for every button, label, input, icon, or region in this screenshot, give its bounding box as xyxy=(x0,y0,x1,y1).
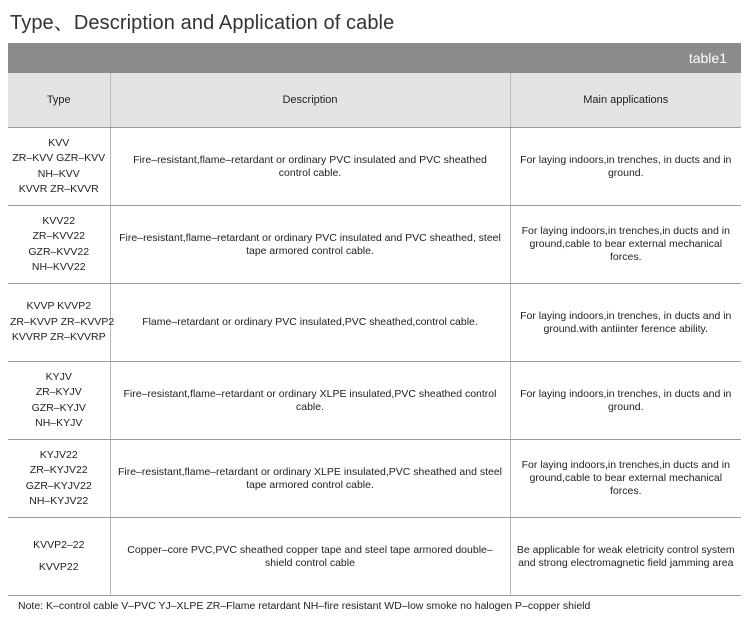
type-line: ZR–KVV GZR–KVV xyxy=(12,152,106,164)
type-line: ZR–KYJV xyxy=(35,386,82,398)
type-cell xyxy=(8,440,110,518)
description-cell: Fire–resistant,flame–retardant or ordinary PVC insulated and PVC sheathed, steel tape armored control cable. xyxy=(110,206,510,284)
type-cell xyxy=(8,128,110,206)
header-applications: Main applications xyxy=(510,73,741,128)
type-line: ZR–KYJV22 xyxy=(29,464,88,476)
type-line: NH–KYJV xyxy=(35,417,83,429)
type-line: KYJV22 xyxy=(39,448,78,461)
table-row xyxy=(8,206,741,284)
type-line: KVV22 xyxy=(42,214,76,227)
type-line: KVV xyxy=(48,136,70,149)
application-cell: For laying indoors,in trenches, in ducts and in ground. xyxy=(510,128,741,206)
table-row xyxy=(8,128,741,206)
table-header-row xyxy=(8,73,741,128)
type-line: KVVP KVVP2 xyxy=(26,300,92,313)
type-cell xyxy=(8,362,110,440)
table-label: table1 xyxy=(688,50,727,66)
type-line: KVVP22 xyxy=(38,560,79,573)
type-cell xyxy=(8,206,110,284)
type-line: KVVR ZR–KVVR xyxy=(18,183,99,195)
description-cell: Flame–retardant or ordinary PVC insulated,PVC sheathed,control cable. xyxy=(110,284,510,362)
cable-type-table xyxy=(8,73,741,596)
description-cell: Fire–resistant,flame–retardant or ordinary XLPE insulated,PVC sheathed and steel tape armored control cable. xyxy=(110,440,510,518)
type-cell xyxy=(8,284,115,362)
type-line: KYJV xyxy=(45,370,72,383)
type-line: ZR–KVVP ZR–KVVP2 xyxy=(10,315,115,328)
application-cell: For laying indoors,in trenches,in ducts and in ground,cable to bear external mechanical forces. xyxy=(510,206,741,284)
table-row xyxy=(8,440,741,518)
table-row xyxy=(8,362,741,440)
type-line: GZR–KYJV22 xyxy=(25,479,92,492)
table-banner xyxy=(8,43,741,73)
type-line: GZR–KVV22 xyxy=(28,245,90,258)
application-cell: For laying indoors,in trenches, in ducts and in ground. xyxy=(510,362,741,440)
table-row xyxy=(8,518,741,596)
type-line: KVVP2–22 xyxy=(33,539,85,551)
cable-table xyxy=(8,43,741,596)
application-cell: Be applicable for weak eletricity control system and strong electromagnetic field jamming area xyxy=(510,518,741,596)
application-cell: For laying indoors,in trenches, in ducts and in ground.with antiinter ference ability. xyxy=(510,284,741,362)
description-cell: Copper–core PVC,PVC sheathed copper tape and steel tape armored double–shield control cable xyxy=(110,518,510,596)
type-line: NH–KVV xyxy=(37,167,80,180)
page-title: Type、Description and Application of cable xyxy=(10,12,395,34)
type-line: NH–KVV22 xyxy=(31,261,86,273)
description-cell: Fire–resistant,flame–retardant or ordinary PVC insulated and PVC sheathed control cable. xyxy=(110,128,510,206)
header-description: Description xyxy=(110,73,510,128)
table-row xyxy=(8,284,741,362)
type-line: NH–KYJV22 xyxy=(29,495,89,507)
type-line: KVVRP ZR–KVVRP xyxy=(11,331,106,344)
type-line: ZR–KVV22 xyxy=(32,230,86,242)
type-cell xyxy=(8,518,110,596)
application-cell: For laying indoors,in trenches,in ducts and in ground,cable to bear external mechanical forces. xyxy=(510,440,741,518)
type-line: GZR–KYJV xyxy=(31,401,86,414)
abbreviation-note: Note: K–control cable V–PVC YJ–XLPE ZR–Flame retardant NH–fire resistant WD–low smoke no halogen P–copper shield xyxy=(18,600,591,612)
header-type: Type xyxy=(8,73,110,128)
description-cell: Fire–resistant,flame–retardant or ordinary XLPE insulated,PVC sheathed control cable. xyxy=(110,362,510,440)
